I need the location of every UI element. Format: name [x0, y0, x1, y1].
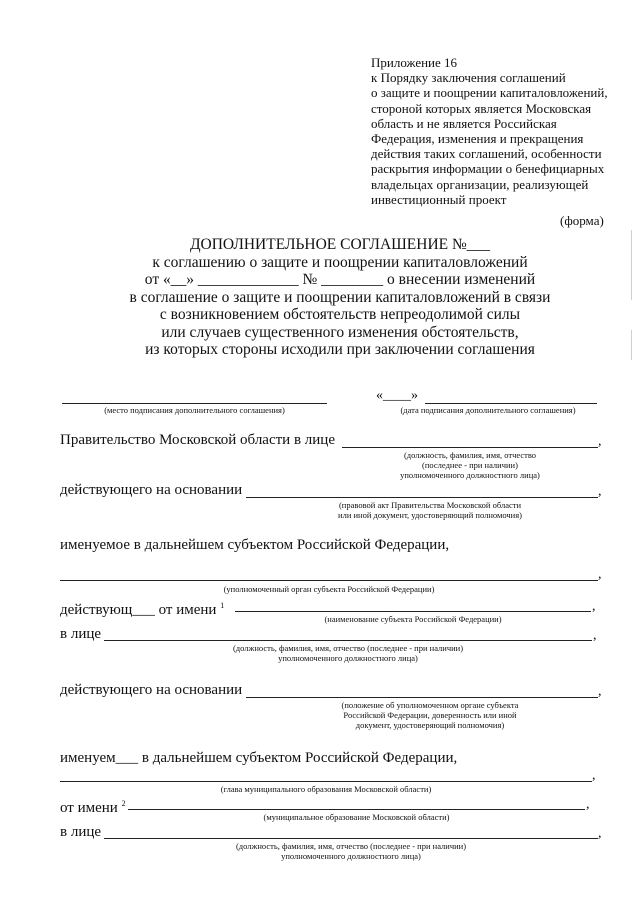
authority-basis-caption: (положение об уполномоченном органе субъекта Российской Федерации, доверенность или иной документ, удостоверяющий полномочия) — [341, 700, 519, 730]
municipality-acting-label — [60, 795, 126, 817]
authority-person-label: в лице — [60, 626, 102, 642]
authority-subject-caption: (наименование субъекта Российской Федерации) — [324, 614, 502, 624]
authority-basis-label: действующего на основании — [60, 682, 243, 698]
comma: , — [598, 684, 602, 699]
municipality-person-label: в лице — [60, 824, 102, 840]
comma: , — [592, 768, 596, 783]
government-official-caption: (должность, фамилия, имя, отчество (последнее - при наличии) уполномоченного должностного лица) — [400, 450, 540, 480]
comma: , — [586, 797, 590, 812]
scan-artifact — [631, 230, 632, 300]
heading-line: от «__» _____________ № ________ о внесении изменений — [144, 271, 536, 288]
comma: , — [598, 484, 602, 499]
municipality-name-caption: (муниципальное образование Московской области) — [263, 812, 450, 822]
government-label: Правительство Московской области в лице — [60, 432, 335, 448]
authority-person-caption: (должность, фамилия, имя, отчество (последнее - при наличии) уполномоченного должностного лица) — [232, 643, 464, 663]
government-basis-label: действующего на основании — [60, 482, 243, 498]
scan-artifact — [631, 330, 632, 360]
government-named: именуемое в дальнейшем субъектом Российской Федерации, — [60, 537, 450, 553]
appendix-line: к Порядку заключения соглашений — [371, 70, 566, 86]
heading-line: из которых стороны исходили при заключении соглашения — [145, 341, 535, 358]
heading-line: ДОПОЛНИТЕЛЬНОЕ СОГЛАШЕНИЕ №___ — [189, 236, 491, 253]
appendix-title: Приложение 16 — [371, 55, 458, 70]
authority-field[interactable] — [60, 580, 598, 581]
footnote-mark: 2 — [121, 799, 126, 808]
authority-named: именуем___ в дальнейшем субъектом Российской Федерации, — [60, 750, 458, 766]
appendix-line: стороной которых является Московская — [371, 100, 592, 116]
heading-line: или случаев существенного изменения обстоятельств, — [161, 323, 519, 341]
authority-acting-text: действующ___ от имени — [60, 602, 217, 618]
appendix-line: о защите и поощрении капиталовложений, — [371, 85, 608, 101]
comma: , — [598, 826, 602, 841]
heading-line: к соглашению о защите и поощрении капиталовложений — [152, 253, 528, 271]
authority-basis-field[interactable] — [246, 697, 598, 698]
municipality-person-field[interactable] — [104, 838, 598, 839]
municipality-name-field[interactable] — [128, 809, 585, 810]
heading-line: с возникновением обстоятельств непреодолимой силы — [159, 306, 521, 323]
form-label: (форма) — [560, 213, 604, 228]
comma: , — [598, 567, 602, 582]
appendix-line: действия таких соглашений, особенности — [371, 146, 602, 162]
municipality-head-field[interactable] — [60, 781, 592, 782]
signing-date-field[interactable] — [425, 403, 597, 404]
municipality-person-caption: (должность, фамилия, имя, отчество (последнее - при наличии) уполномоченного должностного лица) — [235, 841, 467, 861]
appendix-header — [371, 55, 621, 207]
government-official-field[interactable] — [342, 447, 598, 448]
agreement-heading — [60, 236, 620, 359]
appendix-line: раскрытия информации о бенефициарных — [371, 161, 605, 177]
signing-date-caption: (дата подписания дополнительного соглашения) — [400, 405, 576, 415]
signing-date-day: «____» — [376, 388, 418, 403]
signing-place-field[interactable] — [62, 403, 327, 404]
heading-line: в соглашение о защите и поощрении капиталовложений в связи — [129, 288, 551, 306]
comma: , — [598, 434, 602, 449]
appendix-line: инвестиционный проект — [371, 191, 507, 207]
authority-subject-field[interactable] — [235, 611, 591, 612]
appendix-line: область и не является Российская — [371, 115, 557, 131]
authority-person-field[interactable] — [104, 640, 592, 641]
comma: , — [592, 599, 596, 614]
appendix-line: владельцах организации, реализующей — [371, 176, 589, 192]
authority-acting-label — [60, 597, 224, 619]
government-basis-caption: (правовой акт Правительства Московской области или иной документ, удостоверяющий полномочия) — [338, 500, 522, 520]
authority-caption: (уполномоченный орган субъекта Российской Федерации) — [223, 584, 435, 594]
government-basis-field[interactable] — [246, 497, 598, 498]
footnote-mark: 1 — [220, 601, 225, 610]
comma: , — [593, 628, 597, 643]
signing-place-caption: (место подписания дополнительного соглашения) — [104, 405, 285, 415]
appendix-line: Федерация, изменения и прекращения — [371, 131, 584, 147]
municipality-acting-text: от имени — [60, 800, 118, 816]
municipality-head-caption: (глава муниципального образования Московской области) — [220, 784, 432, 794]
